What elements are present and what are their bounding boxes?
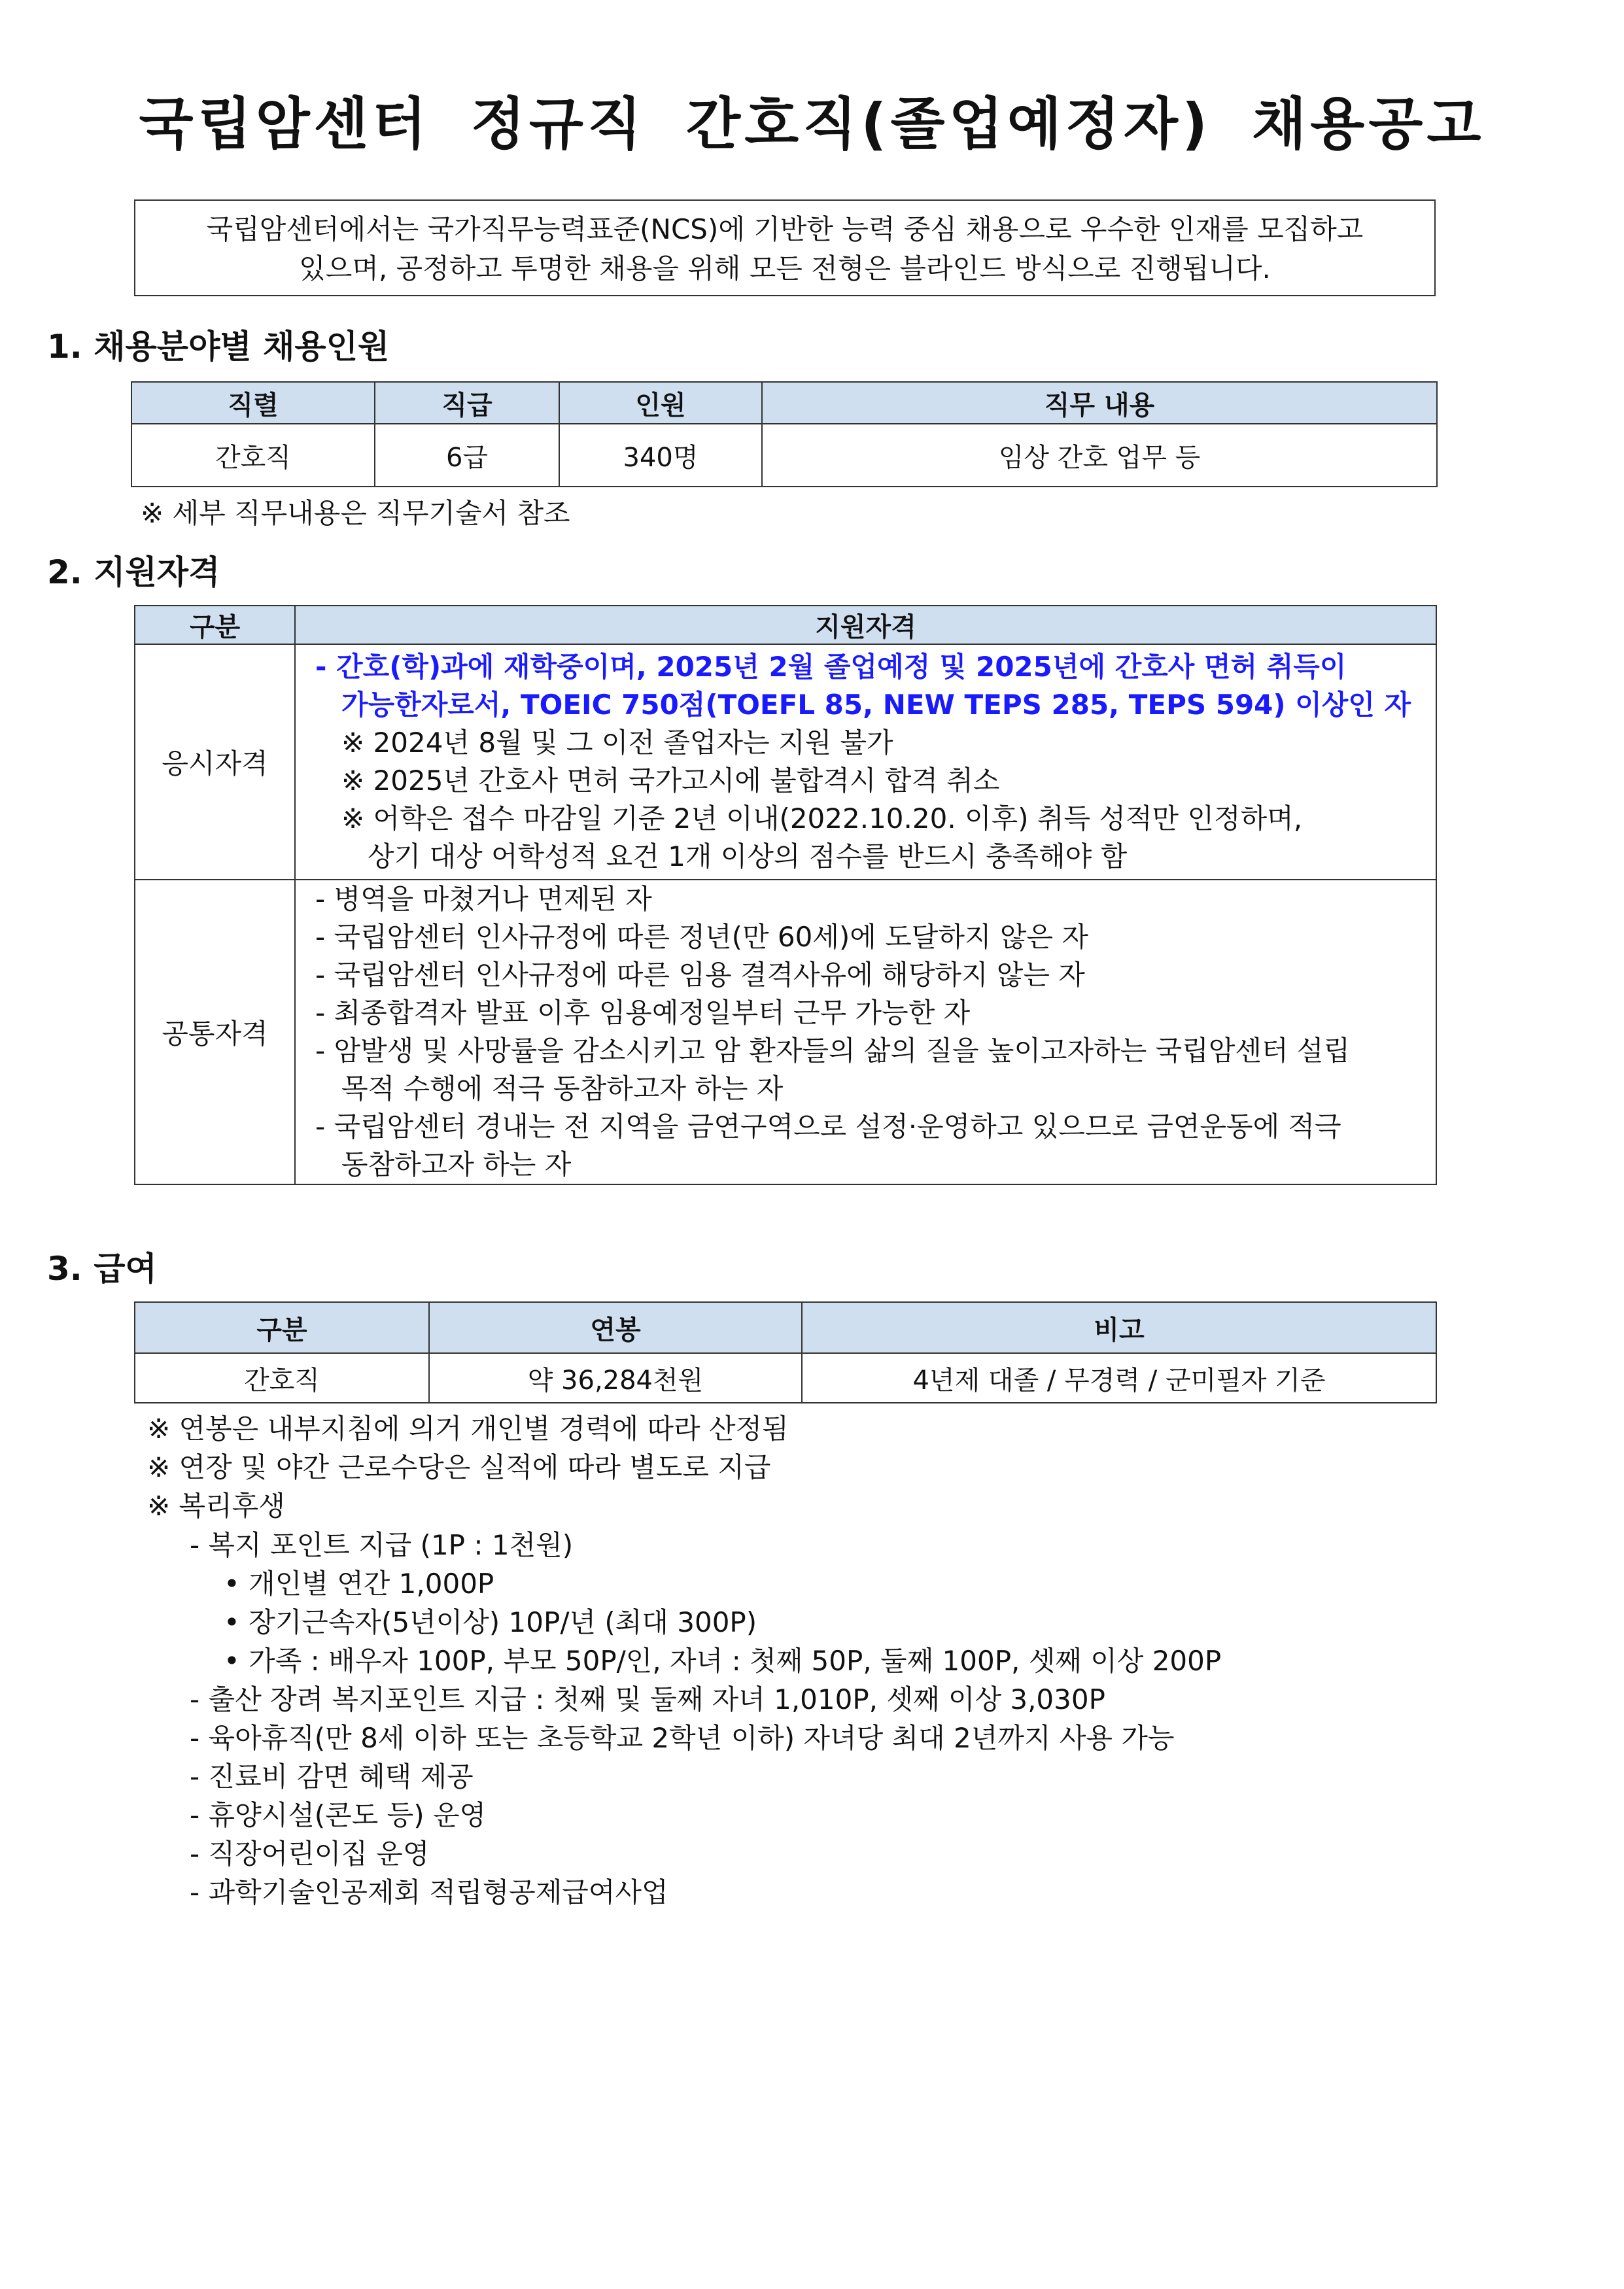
table-row: [131, 424, 1437, 487]
qualification-item: - 국립암센터 인사규정에 따른 정년(만 60세)에 도달하지 않은 자: [315, 921, 1088, 953]
table-cell: 임상 간호 업무 등: [762, 424, 1437, 487]
qualification-highlight: 가능한자로서, TOEIC 750점(TOEFL 85, NEW TEPS 285, TEPS 594) 이상인 자: [341, 689, 1411, 721]
table-row: [135, 880, 1436, 1184]
salary-note: ※ 연봉은 내부지침에 의거 개인별 경력에 따라 산정됨: [147, 1413, 789, 1445]
salary-note: ※ 연장 및 야간 근로수당은 실적에 따라 별도로 지급: [147, 1451, 771, 1483]
table-header: 연봉: [429, 1302, 802, 1353]
table-cell: 4년제 대졸 / 무경력 / 군미필자 기준: [802, 1353, 1436, 1403]
table-cell: 공통자격: [135, 880, 295, 1184]
table-cell: 약 36,284천원: [429, 1353, 802, 1403]
salary-table: [134, 1301, 1437, 1403]
section-2-heading: 2. 지원자격: [47, 553, 220, 591]
welfare-subitem: • 개인별 연간 1,000P: [224, 1568, 494, 1600]
welfare-item: - 출산 장려 복지포인트 지급 : 첫째 및 둘째 자녀 1,010P, 셋째 이상 3,030P: [190, 1683, 1105, 1715]
table-header: 직무 내용: [762, 382, 1437, 424]
qualification-item: 동참하고자 하는 자: [341, 1148, 572, 1180]
table-header: 지원자격: [295, 606, 1436, 644]
welfare-item: - 휴양시설(콘도 등) 운영: [190, 1799, 487, 1831]
page-title: 국립암센터 정규직 간호직(졸업예정자) 채용공고: [139, 92, 1485, 157]
table-cell: 간호직: [135, 1353, 429, 1403]
welfare-item: - 진료비 감면 혜택 제공: [190, 1761, 474, 1793]
table-header: 구분: [135, 606, 295, 644]
qualification-table: [134, 605, 1437, 1185]
section-1-heading: 1. 채용분야별 채용인원: [47, 328, 390, 366]
qualification-highlight: - 간호(학)과에 재학중이며, 2025년 2월 졸업예정 및 2025년에 간호사 면허 취득이: [315, 651, 1347, 683]
table-header: 직렬: [131, 382, 375, 424]
table-cell: 간호직: [131, 424, 375, 487]
intro-line: 있으며, 공정하고 투명한 채용을 위해 모든 전형은 블라인드 방식으로 진행됩니다.: [299, 252, 1271, 284]
salary-note: ※ 복리후생: [147, 1490, 285, 1522]
qualification-note: ※ 2024년 8월 및 그 이전 졸업자는 지원 불가: [341, 727, 893, 759]
table-row: [135, 1353, 1436, 1403]
qualification-item: - 국립암센터 경내는 전 지역을 금연구역으로 설정·운영하고 있으므로 금연운동에 적극: [315, 1110, 1341, 1143]
welfare-item: - 직장어린이집 운영: [190, 1838, 430, 1870]
qualification-note: ※ 2025년 간호사 면허 국가고시에 불합격시 합격 취소: [341, 765, 1000, 797]
qualification-item: - 국립암센터 인사규정에 따른 임용 결격사유에 해당하지 않는 자: [315, 959, 1085, 991]
recruitment-table: [131, 381, 1438, 487]
table-note: ※ 세부 직무내용은 직무기술서 참조: [141, 497, 570, 529]
table-header: 인원: [559, 382, 762, 424]
table-row: [135, 644, 1436, 880]
section-3-heading: 3. 급여: [47, 1250, 157, 1288]
common-qualification-cell: [295, 880, 1436, 1184]
welfare-subitem: • 장기근속자(5년이상) 10P/년 (최대 300P): [224, 1606, 757, 1638]
table-header: 직급: [375, 382, 559, 424]
qualification-note: ※ 어학은 접수 마감일 기준 2년 이내(2022.10.20. 이후) 취득 성적만 인정하며,: [341, 802, 1303, 835]
table-cell: 6급: [375, 424, 559, 487]
qualification-item: 목적 수행에 적극 동참하고자 하는 자: [341, 1073, 784, 1105]
qualification-item: - 최종합격자 발표 이후 임용예정일부터 근무 가능한 자: [315, 997, 971, 1029]
qualification-note: 상기 대상 어학성적 요건 1개 이상의 점수를 반드시 충족해야 함: [368, 840, 1128, 872]
table-header: 구분: [135, 1302, 429, 1353]
qualification-item: - 암발생 및 사망률을 감소시키고 암 환자들의 삶의 질을 높이고자하는 국립암센터 설립: [315, 1035, 1351, 1067]
welfare-subitem: • 가족 : 배우자 100P, 부모 50P/인, 자녀 : 첫째 50P, 둘째 100P, 셋째 이상 200P: [224, 1645, 1222, 1677]
intro-box: [134, 199, 1436, 296]
welfare-item: - 복지 포인트 지급 (1P : 1천원): [190, 1529, 574, 1561]
table-cell: 340명: [559, 424, 762, 487]
exam-qualification-cell: [295, 644, 1436, 880]
welfare-item: - 육아휴직(만 8세 이하 또는 초등학교 2학년 이하) 자녀당 최대 2년까지 사용 가능: [190, 1722, 1175, 1754]
table-header: 비고: [802, 1302, 1436, 1353]
qualification-item: - 병역을 마쳤거나 면제된 자: [315, 883, 652, 915]
table-cell: 응시자격: [135, 644, 295, 880]
welfare-item: - 과학기술인공제회 적립형공제급여사업: [190, 1876, 668, 1908]
intro-line: 국립암센터에서는 국가직무능력표준(NCS)에 기반한 능력 중심 채용으로 우수한 인재를 모집하고: [206, 213, 1364, 245]
